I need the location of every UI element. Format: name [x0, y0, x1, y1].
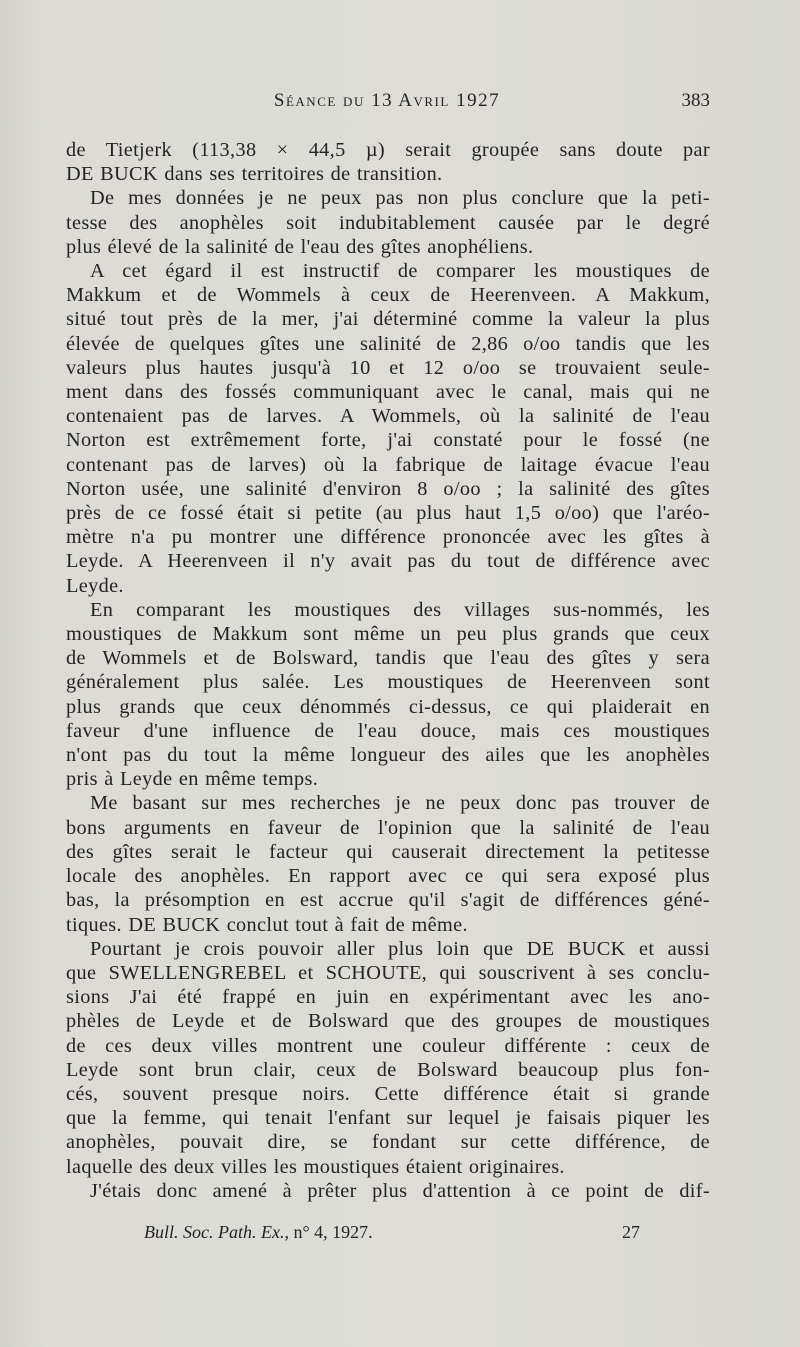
text-line: Leyde sont brun clair, ceux de Bolsward beaucoup plus fon- — [66, 1058, 710, 1081]
text-line: Makkum et de Wommels à ceux de Heerenveen. A Makkum, — [66, 284, 710, 307]
text-line: J'étais donc amené à prêter plus d'attention à ce point de dif- — [90, 1179, 710, 1202]
text-line: Me basant sur mes recherches je ne peux donc pas trouver de — [90, 792, 710, 815]
text-line: A cet égard il est instructif de comparer les moustiques de — [90, 260, 710, 283]
text-line: Norton est extrêmement forte, j'ai constaté pour le fossé (ne — [66, 429, 710, 452]
text-line: valeurs plus hautes jusqu'à 10 et 12 o/oo se trouvaient seule- — [66, 356, 710, 379]
text-line: DE BUCK dans ses territoires de transition. — [66, 163, 443, 186]
text-line: Leyde. — [66, 574, 124, 597]
text-line: tesse des anophèles soit indubitablement causée par le degré — [66, 211, 710, 234]
journal-citation — [144, 1222, 373, 1243]
text-line: sions J'ai été frappé en juin en expérimentant avec les ano- — [66, 986, 710, 1009]
text-line: bas, la présomption en est accrue qu'il s'agit de différences géné- — [66, 889, 710, 912]
text-line: des gîtes serait le facteur qui causerait directement la petitesse — [66, 840, 710, 863]
text-line: généralement plus salée. Les moustiques de Heerenveen sont — [66, 671, 710, 694]
body-text — [66, 138, 710, 1203]
text-line: n'ont pas du tout la même longueur des ailes que les anophèles — [66, 744, 710, 767]
text-line: près de ce fossé était si petite (au plus haut 1,5 o/oo) que l'aréo- — [66, 502, 710, 525]
text-line: De mes données je ne peux pas non plus conclure que la peti- — [90, 187, 710, 210]
text-line: anophèles, pouvait dire, se fondant sur cette différence, de — [66, 1131, 710, 1154]
text-line: de ces deux villes montrent une couleur différente : ceux de — [66, 1034, 710, 1057]
text-line: que la femme, qui tenait l'enfant sur lequel je faisais piquer les — [66, 1107, 710, 1130]
text-line: phèles de Leyde et de Bolsward que des groupes de moustiques — [66, 1010, 710, 1033]
text-line: laquelle des deux villes les moustiques étaient originaires. — [66, 1155, 565, 1178]
text-line: Leyde. A Heerenveen il n'y avait pas du tout de différence avec — [66, 550, 710, 573]
text-line: Norton usée, une salinité d'environ 8 o/oo ; la salinité des gîtes — [66, 477, 710, 500]
text-line: ment dans des fossés communiquant avec le canal, mais qui ne — [66, 381, 710, 404]
running-header — [64, 90, 710, 120]
text-line: tiques. DE BUCK conclut tout à fait de même. — [66, 913, 468, 936]
text-line: mètre n'a pu montrer une différence prononcée avec les gîtes à — [66, 526, 710, 549]
text-line: de Wommels et de Bolsward, tandis que l'eau des gîtes y sera — [66, 647, 710, 670]
text-line: situé tout près de la mer, j'ai déterminé comme la valeur la plus — [66, 308, 710, 331]
page-number: 383 — [681, 90, 710, 111]
text-line: cés, souvent presque noirs. Cette différence était si grande — [66, 1082, 710, 1105]
text-line: élevée de quelques gîtes une salinité de 2,86 o/oo tandis que les — [66, 332, 710, 355]
text-line: En comparant les moustiques des villages sus-nommés, les — [90, 598, 710, 621]
journal-title: Bull. Soc. Path. Ex., — [144, 1222, 289, 1242]
text-line: contenaient pas de larves. A Wommels, où la salinité de l'eau — [66, 405, 710, 428]
text-line: Pourtant je crois pouvoir aller plus loin que DE BUCK et aussi — [90, 937, 710, 960]
text-line: moustiques de Makkum sont même un peu plus grands que ceux — [66, 623, 710, 646]
text-line: plus élevé de la salinité de l'eau des gîtes anophéliens. — [66, 235, 534, 258]
text-line: contenant pas de larves) où la fabrique de laitage évacue l'eau — [66, 453, 710, 476]
text-line: bons arguments en faveur de l'opinion que la salinité de l'eau — [66, 816, 710, 839]
text-line: locale des anophèles. En rapport avec ce qui sera exposé plus — [66, 865, 710, 888]
text-line: que SWELLENGREBEL et SCHOUTE, qui souscrivent à ses conclu- — [66, 961, 710, 984]
text-line: pris à Leyde en même temps. — [66, 768, 319, 791]
footer — [144, 1222, 640, 1248]
signature-mark: 27 — [622, 1222, 640, 1242]
text-line: de Tietjerk (113,38 × 44,5 µ) serait groupée sans doute par — [66, 139, 710, 161]
journal-issue: n° 4, 1927. — [293, 1222, 373, 1242]
text-line: plus grands que ceux dénommés ci-dessus, ce qui plaiderait en — [66, 695, 710, 718]
text-line: faveur d'une influence de l'eau douce, mais ces moustiques — [66, 719, 710, 742]
running-title: Séance du 13 Avril 1927 — [273, 90, 501, 111]
